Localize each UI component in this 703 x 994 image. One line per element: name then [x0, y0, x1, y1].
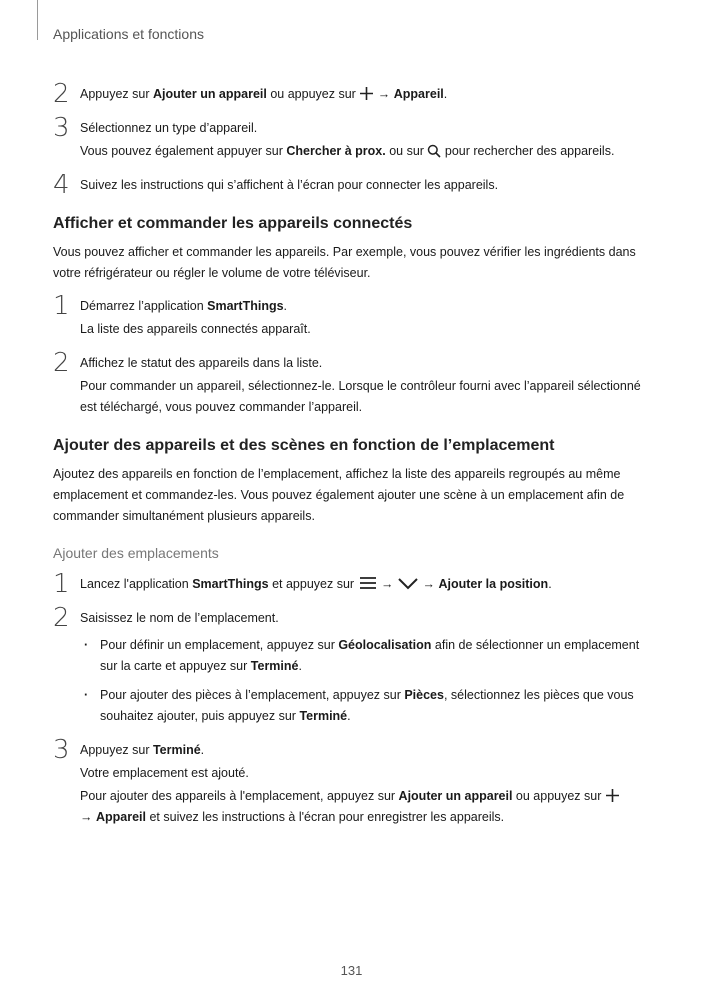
step-1-launch-app [53, 291, 653, 340]
section-title: Afficher et commander les appareils connectés [53, 215, 413, 232]
bold-text: Appareil [95, 810, 146, 824]
bold-text: Appareil [393, 87, 444, 101]
text: Appuyez sur [80, 87, 153, 101]
bold-text: Pièces [404, 688, 444, 702]
text: → [374, 87, 394, 101]
chevron-down-icon [397, 575, 419, 591]
section-intro: Vous pouvez afficher et commander les appareils. Par exemple, vous pouvez vérifier les ingrédients dans votre réfrigérateur ou régler le volume de votre téléviseur. [53, 245, 636, 280]
section-intro: Ajoutez des appareils en fonction de l’emplacement, affichez la liste des appareils regroupés au même emplacement et commandez-les. Vous pouvez également ajouter une scène à un emplacement afin de commander simultanément plusieurs appareils. [53, 467, 625, 523]
text: Démarrez l’application [80, 299, 208, 313]
text: . [347, 709, 351, 723]
list-item [80, 685, 653, 727]
text: , sélectionnez les pièces que vous souhaitez ajouter, puis appuyez sur [100, 688, 634, 723]
step-1-add-location [53, 569, 653, 599]
step-number: 3 [53, 735, 70, 765]
menu-icon [358, 575, 378, 591]
step-2-add-device [53, 79, 653, 109]
text: Pour définir un emplacement, appuyez sur [100, 638, 339, 652]
bold-text: SmartThings [192, 577, 269, 591]
step-text: Sélectionnez un type d’appareil. [80, 121, 258, 135]
step-detail [80, 786, 653, 828]
search-icon [427, 144, 441, 158]
text: et appuyez sur [268, 577, 358, 591]
step-2-view-status [53, 348, 653, 418]
subsection-title: Ajouter des emplacements [53, 545, 219, 561]
bold-text: Ajouter la position [438, 577, 549, 591]
bold-text: Ajouter un appareil [398, 789, 513, 803]
step-2-enter-name [53, 603, 653, 727]
text: → [377, 577, 397, 591]
step-number: 2 [53, 348, 70, 378]
text: . [298, 659, 302, 673]
plus-icon [359, 86, 374, 101]
bullet-list [80, 635, 653, 727]
text: → [80, 810, 96, 824]
step-3-select-type [53, 113, 653, 162]
text: . [283, 299, 288, 313]
step-number: 1 [53, 291, 70, 321]
text: Pour ajouter des pièces à l’emplacement, appuyez sur [100, 688, 405, 702]
page-number: 131 [340, 963, 363, 978]
text: ou sur [385, 144, 428, 158]
bold-text: Chercher à prox. [286, 144, 386, 158]
text: afin de sélectionner un emplacement sur la carte et appuyez sur [100, 638, 640, 673]
step-text [80, 740, 653, 761]
text: Pour ajouter des appareils à l'emplacement, appuyez sur [80, 789, 399, 803]
step-4-follow-instructions [53, 170, 653, 200]
text: Vous pouvez également appuyer sur [80, 144, 287, 158]
text: . [443, 87, 448, 101]
step-detail [80, 141, 653, 162]
step-text: Saisissez le nom de l’emplacement. [80, 611, 279, 625]
step-number: 4 [53, 170, 70, 200]
text: Appuyez sur [80, 743, 153, 757]
step-text [80, 296, 653, 317]
step-detail: Pour commander un appareil, sélectionnez-le. Lorsque le contrôleur fourni avec l’appareil sélectionné est téléchargé, vous pouvez commander l’appareil. [80, 379, 641, 414]
header-divider [37, 0, 38, 40]
bold-text: SmartThings [207, 299, 284, 313]
text: Lancez l'application [80, 577, 193, 591]
plus-icon [605, 788, 620, 803]
text: et suivez les instructions à l'écran pour enregistrer les appareils. [146, 810, 505, 824]
step-text: Suivez les instructions qui s’affichent à l’écran pour connecter les appareils. [80, 178, 499, 192]
bold-text: Terminé [152, 743, 201, 757]
text: ou appuyez sur [512, 789, 605, 803]
step-text: Affichez le statut des appareils dans la liste. [80, 356, 323, 370]
step-number: 1 [53, 569, 70, 599]
step-number: 2 [53, 79, 70, 109]
step-number: 2 [53, 603, 70, 633]
text: . [548, 577, 552, 591]
step-number: 3 [53, 113, 70, 143]
section-title: Ajouter des appareils et des scènes en fonction de l’emplacement [53, 437, 555, 454]
text: . [200, 743, 205, 757]
step-3-finish [53, 735, 653, 828]
step-detail: La liste des appareils connectés apparaît. [80, 322, 311, 336]
page-content [53, 79, 653, 841]
text: pour rechercher des appareils. [441, 144, 615, 158]
bold-text: Terminé [299, 709, 348, 723]
step-text [80, 574, 653, 595]
step-detail: Votre emplacement est ajouté. [80, 766, 249, 780]
text: → [419, 577, 439, 591]
bold-text: Terminé [250, 659, 299, 673]
page-header: Applications et fonctions [53, 26, 204, 42]
step-text [80, 84, 653, 105]
bold-text: Géolocalisation [338, 638, 432, 652]
bold-text: Ajouter un appareil [152, 87, 267, 101]
text: ou appuyez sur [266, 87, 360, 101]
list-item [80, 635, 653, 677]
